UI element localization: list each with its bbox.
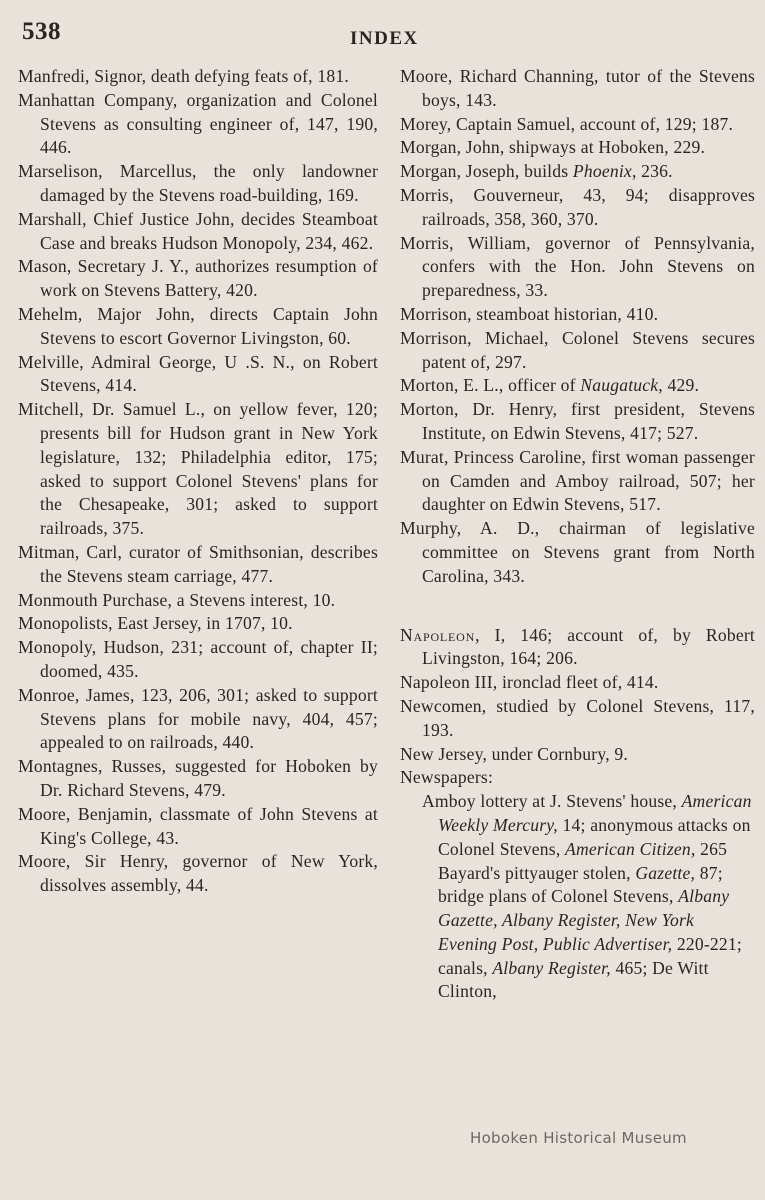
running-head: INDEX	[350, 28, 419, 49]
index-entry: Marshall, Chief Justice John, decides Steamboat Case and breaks Hudson Monopoly, 234, 462.	[18, 208, 378, 253]
index-entry: Manhattan Company, organization and Colonel Stevens as consulting engineer of, 147, 190, 446.	[18, 89, 378, 158]
index-entry: Montagnes, Russes, suggested for Hoboken by Dr. Richard Stevens, 479.	[18, 756, 378, 800]
index-entry: Newcomen, studied by Colonel Stevens, 117, 193.	[400, 695, 755, 740]
index-sub-entry: Amboy lottery at J. Stevens' house, American Weekly Mercury, 14; anonymous attacks on Colonel Stevens, American Citizen, 265 Bayard's pittyauger stolen, Gazette, 87; bridge plans of Colonel Stevens, Albany Gazette, Albany Register, New York Evening Post, Public Advertiser, 220-221; canals, Albany Register, 465; De Witt Clinton,	[422, 791, 752, 1002]
page-number: 538	[22, 18, 61, 45]
index-entry: Morrison, Michael, Colonel Stevens secures patent of, 297.	[400, 327, 755, 372]
index-entry: Morton, Dr. Henry, first president, Stevens Institute, on Edwin Stevens, 417; 527.	[400, 399, 755, 443]
index-entry: Newspapers:	[400, 767, 494, 788]
index-entry: Napoleon, I, 146; account of, by Robert Livingston, 164; 206.	[400, 624, 755, 669]
index-entry: Mason, Secretary J. Y., authorizes resumption of work on Stevens Battery, 420.	[18, 256, 378, 301]
index-entry: Morris, Gouverneur, 43, 94; disapproves railroads, 358, 360, 370.	[400, 184, 755, 229]
index-entry: Monroe, James, 123, 206, 301; asked to support Stevens plans for mobile navy, 404, 457; appealed to on railroads, 440.	[18, 684, 378, 753]
index-entry: Morgan, John, shipways at Hoboken, 229.	[400, 137, 706, 158]
index-entry: Napoleon III, ironclad fleet of, 414.	[400, 672, 659, 693]
index-entry: Morris, William, governor of Pennsylvania, confers with the Hon. John Stevens on preparedness, 33.	[400, 232, 755, 301]
index-entry: Morgan, Joseph, builds Phoenix, 236.	[400, 161, 673, 182]
index-entry: Marselison, Marcellus, the only landowner damaged by the Stevens road-building, 169.	[18, 161, 378, 205]
index-entry: Murat, Princess Caroline, first woman passenger on Camden and Amboy railroad, 507; her daughter on Edwin Stevens, 517.	[400, 446, 755, 515]
index-entry: Mitchell, Dr. Samuel L., on yellow fever, 120; presents bill for Hudson grant in New York legislature, 132; Philadelphia editor, 175; asked to support Colonel Stevens' plans for the Chesapeake, 301; asked to support railroads, 375.	[18, 399, 378, 539]
index-entry: Morrison, steamboat historian, 410.	[400, 303, 659, 324]
index-entry: Morton, E. L., officer of Naugatuck, 429.	[400, 375, 700, 396]
index-column-right	[400, 65, 755, 1004]
index-entry: Murphy, A. D., chairman of legislative committee on Stevens grant from North Carolina, 343.	[400, 518, 755, 586]
index-column-left	[18, 65, 378, 898]
index-entry: Mitman, Carl, curator of Smithsonian, describes the Stevens steam carriage, 477.	[18, 541, 378, 586]
index-entry: Moore, Sir Henry, governor of New York, dissolves assembly, 44.	[18, 851, 378, 896]
watermark: Hoboken Historical Museum	[470, 1129, 687, 1147]
page-header	[0, 18, 765, 54]
index-entry: Mehelm, Major John, directs Captain John Stevens to escort Governor Livingston, 60.	[18, 303, 378, 348]
index-entry: Monopoly, Hudson, 231; account of, chapter II; doomed, 435.	[18, 637, 378, 681]
index-entry: Moore, Benjamin, classmate of John Stevens at King's College, 43.	[18, 803, 378, 848]
section-gap	[400, 589, 755, 624]
index-entry: Manfredi, Signor, death defying feats of, 181.	[18, 66, 349, 86]
index-entry: Morey, Captain Samuel, account of, 129; 187.	[400, 113, 734, 134]
index-entry: Moore, Richard Channing, tutor of the Stevens boys, 143.	[400, 66, 755, 110]
index-entry: Melville, Admiral George, U .S. N., on Robert Stevens, 414.	[18, 351, 378, 396]
index-entry: Monopolists, East Jersey, in 1707, 10.	[18, 613, 293, 634]
index-entry: Monmouth Purchase, a Stevens interest, 10.	[18, 589, 336, 610]
index-entry: New Jersey, under Cornbury, 9.	[400, 743, 628, 764]
